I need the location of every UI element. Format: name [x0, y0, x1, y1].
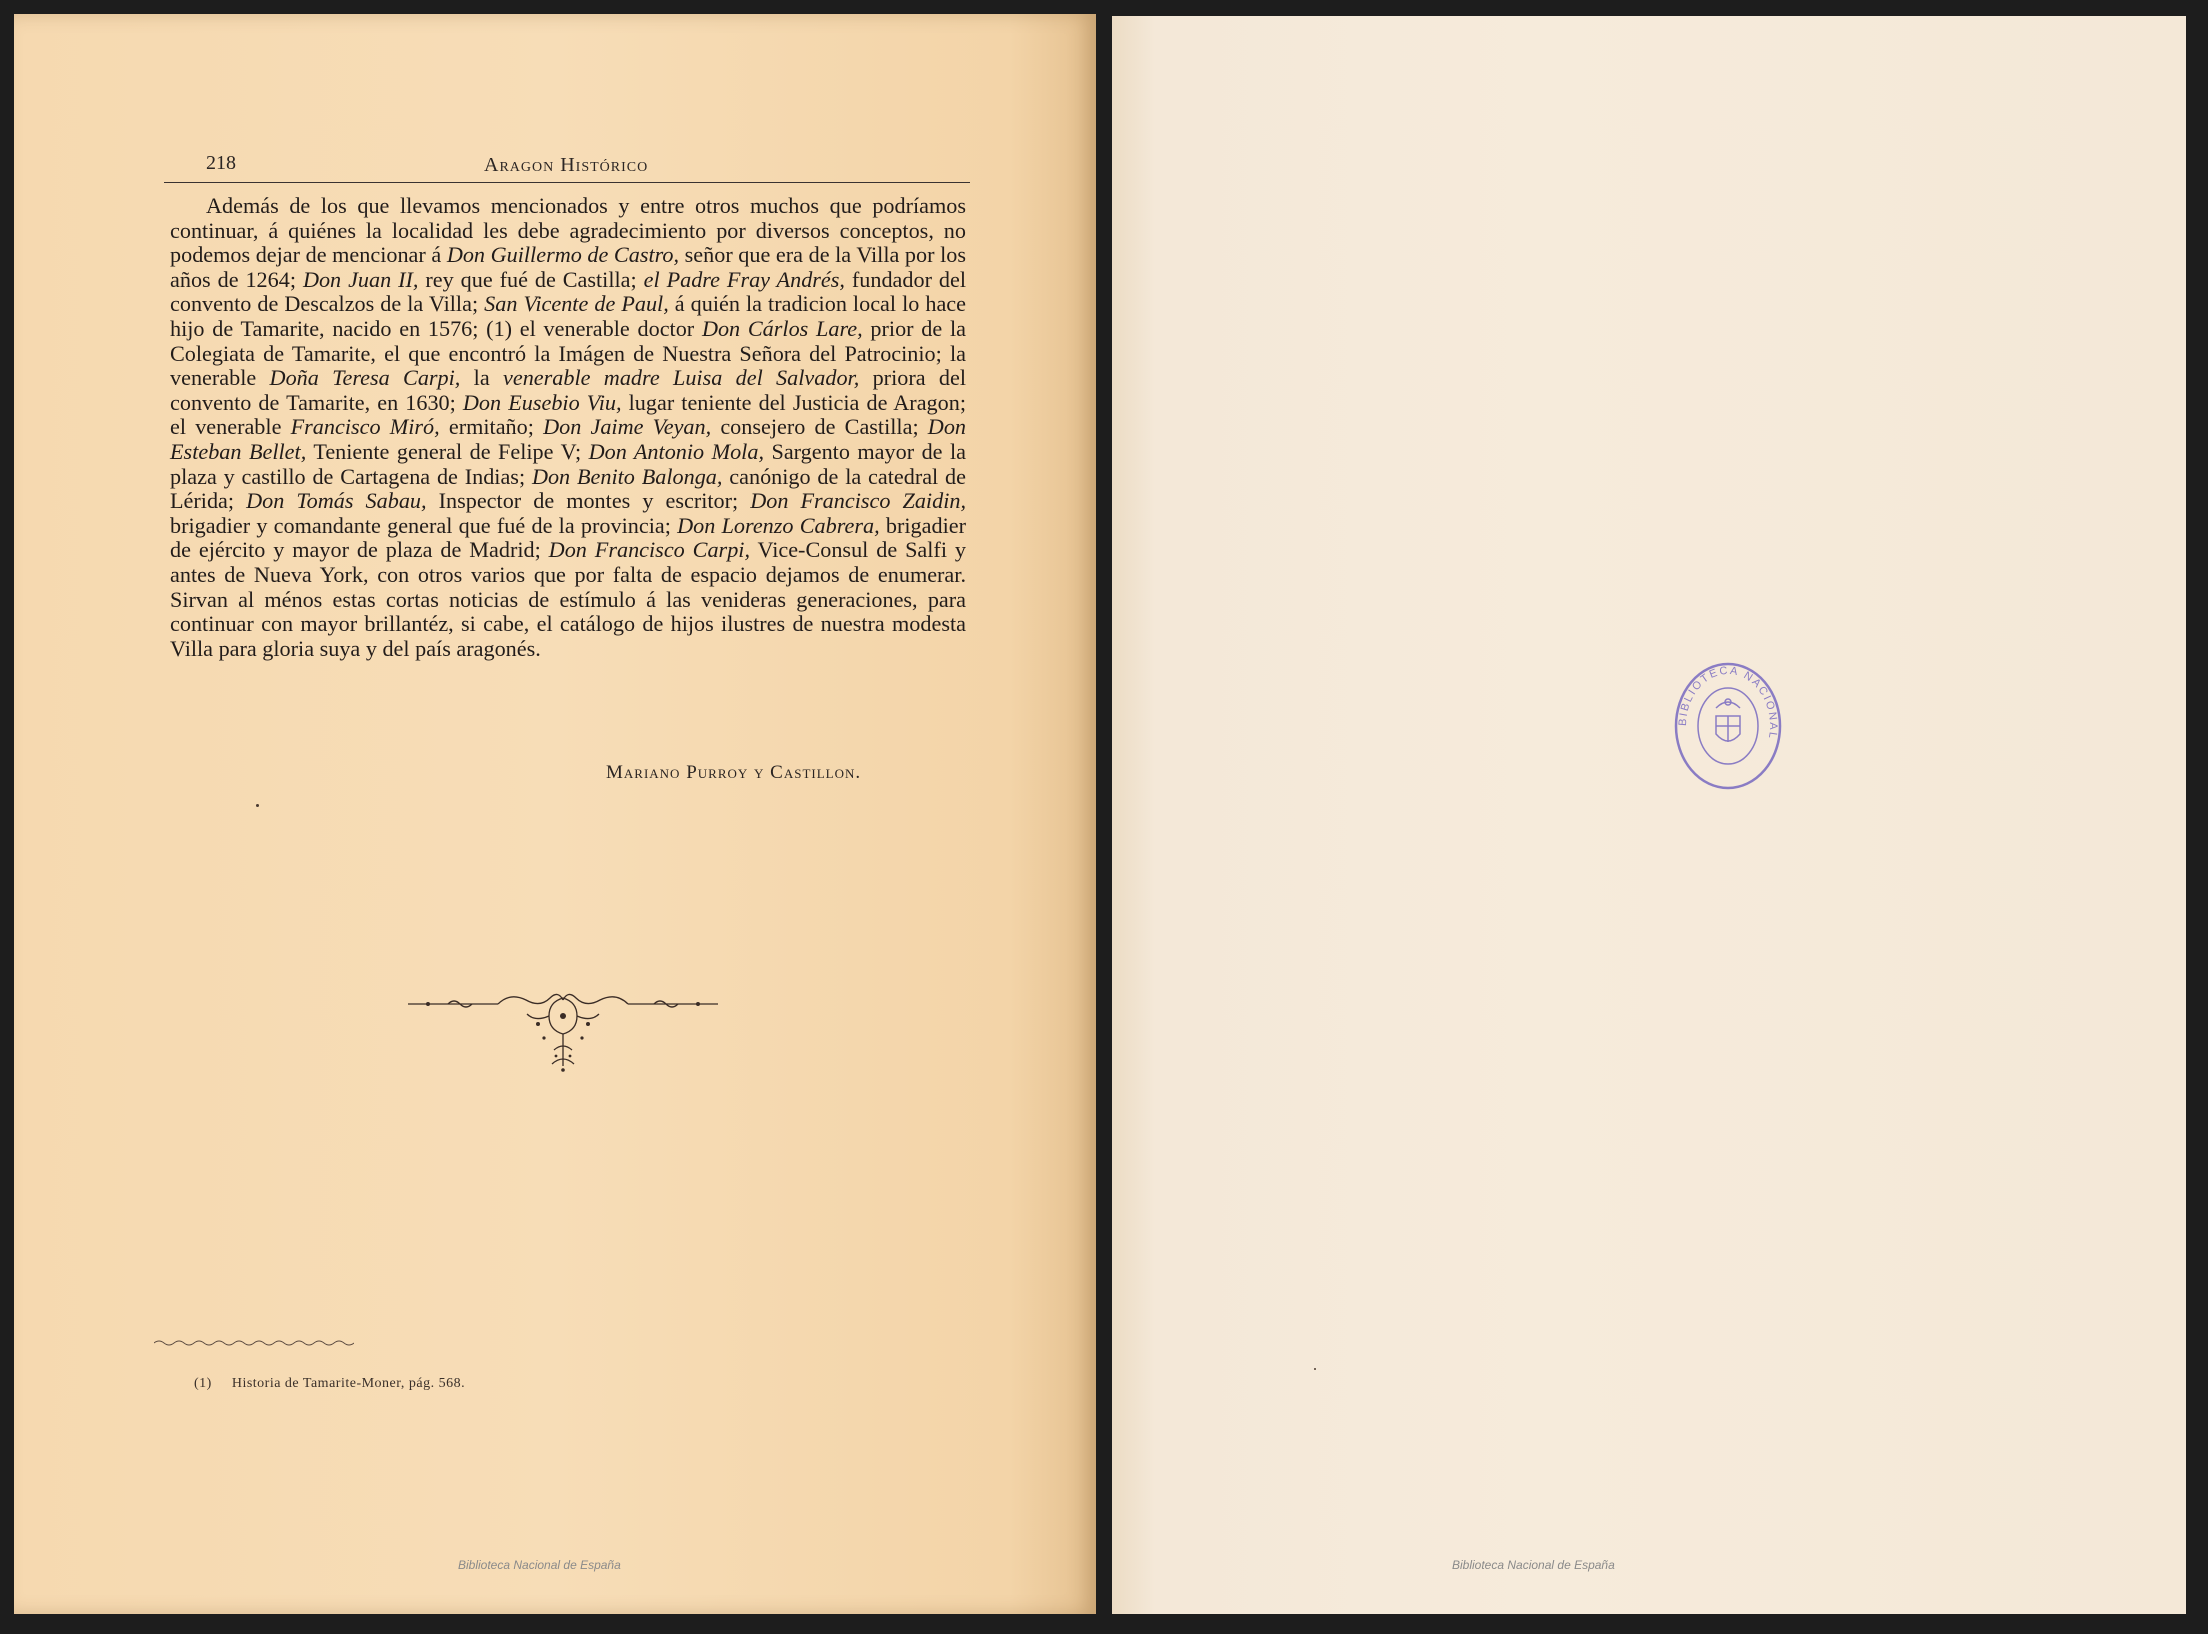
text-run: Vice-Consul de Salfi y antes de Nueva York, con otros varios que por falta de espacio dejamos de enumerar. Sirvan al ménos estas cortas noticias de estímulo á las venideras generaciones, para continuar con mayor brillantéz, si cabe, el catálogo de hijos ilustres de nuestra modesta Villa para gloria suya y del país aragonés.: [170, 537, 966, 661]
text-run: canónigo de la catedral de Lérida;: [170, 463, 966, 514]
italic-name: Don Francisco Zaidin,: [750, 488, 966, 514]
text-run: lugar teniente del Justicia de Aragon; el venerable: [170, 389, 966, 440]
running-head: [164, 138, 970, 183]
italic-name: Doña Teresa Carpi,: [269, 365, 461, 391]
text-run: señor que era de la Villa por los años de 1264;: [170, 242, 966, 292]
footnote-rule: [154, 1338, 354, 1348]
text-run: Inspector de montes y escritor;: [426, 488, 751, 514]
text-run: la: [460, 365, 504, 391]
footnote-text: Historia de Tamarite-Moner, pág. 568.: [231, 1376, 466, 1391]
text-run: Sargento mayor de la plaza y castillo de Cartagena de Indias;: [170, 438, 967, 489]
footnote: [194, 1376, 465, 1392]
body-text: [170, 194, 966, 661]
italic-name: Don Tomás Sabau,: [246, 488, 427, 514]
italic-name: Don Guillermo de Castro,: [446, 242, 680, 268]
italic-name: Don Juan II,: [302, 266, 419, 292]
left-page: [14, 14, 1096, 1614]
italic-name: Don Antonio Mola,: [588, 438, 764, 464]
italic-name: Don Lorenzo Cabrera,: [677, 512, 880, 538]
italic-name: Don Cárlos Lare,: [701, 315, 863, 341]
footnote-number: (1): [194, 1376, 212, 1391]
text-run: ermitaño;: [439, 414, 544, 440]
left-watermark: Biblioteca Nacional de España: [458, 1558, 621, 1572]
crest-icon: [1716, 699, 1740, 742]
text-run: á quién la tradicion local lo hace hijo de Tamarite, nacido en 1576; (1) el venerable doctor: [170, 291, 967, 341]
right-watermark: Biblioteca Nacional de España: [1452, 1558, 1615, 1572]
library-stamp: [1672, 660, 1784, 792]
italic-name: venerable madre Luisa del Salvador,: [503, 365, 860, 391]
text-run: consejero de Castilla;: [711, 414, 928, 440]
italic-name: San Vicente de Paul,: [484, 291, 669, 317]
author-signature: Mariano Purroy y Castillon.: [606, 762, 862, 783]
text-run: rey que fué de Castilla;: [418, 266, 644, 292]
stamp-text: BIBLIOTECA NACIONAL: [1676, 664, 1780, 742]
ink-speck: [1314, 1368, 1316, 1370]
right-page: [1112, 16, 2186, 1614]
italic-name: Don Benito Balonga,: [531, 463, 723, 489]
text-run: brigadier de ejército y mayor de plaza de Madrid;: [170, 512, 966, 563]
italic-name: Don Esteban Bellet,: [170, 414, 967, 464]
text-run: priora del convento de Tamarite, en 1630;: [170, 365, 966, 415]
ink-speck: [256, 804, 259, 807]
italic-name: el Padre Fray Andrés,: [643, 266, 845, 292]
page-number: 218: [206, 152, 236, 174]
running-title: Aragon Histórico: [484, 154, 649, 176]
text-run: brigadier y comandante general que fué de la provincia;: [170, 512, 678, 538]
text-run: Teniente general de Felipe V;: [306, 438, 589, 464]
body-paragraph: [170, 194, 966, 661]
italic-name: Don Jaime Veyan,: [543, 414, 712, 440]
italic-name: Francisco Miró,: [290, 414, 440, 440]
italic-name: Don Francisco Carpi,: [548, 537, 750, 563]
decorative-ornament: [408, 984, 718, 1074]
text-run: prior de la Colegiata de Tamarite, el que encontró la Imágen de Nuestra Señora del Patrocinio; la venerable: [170, 315, 966, 391]
italic-name: Don Eusebio Viu,: [462, 389, 622, 415]
text-run: Además de los que llevamos mencionados y entre otros muchos que podríamos continuar, á quiénes la localidad les debe agradecimiento por diversos conceptos, no podemos dejar de mencionar á: [170, 193, 966, 268]
text-run: fundador del convento de Descalzos de la Villa;: [170, 266, 967, 317]
